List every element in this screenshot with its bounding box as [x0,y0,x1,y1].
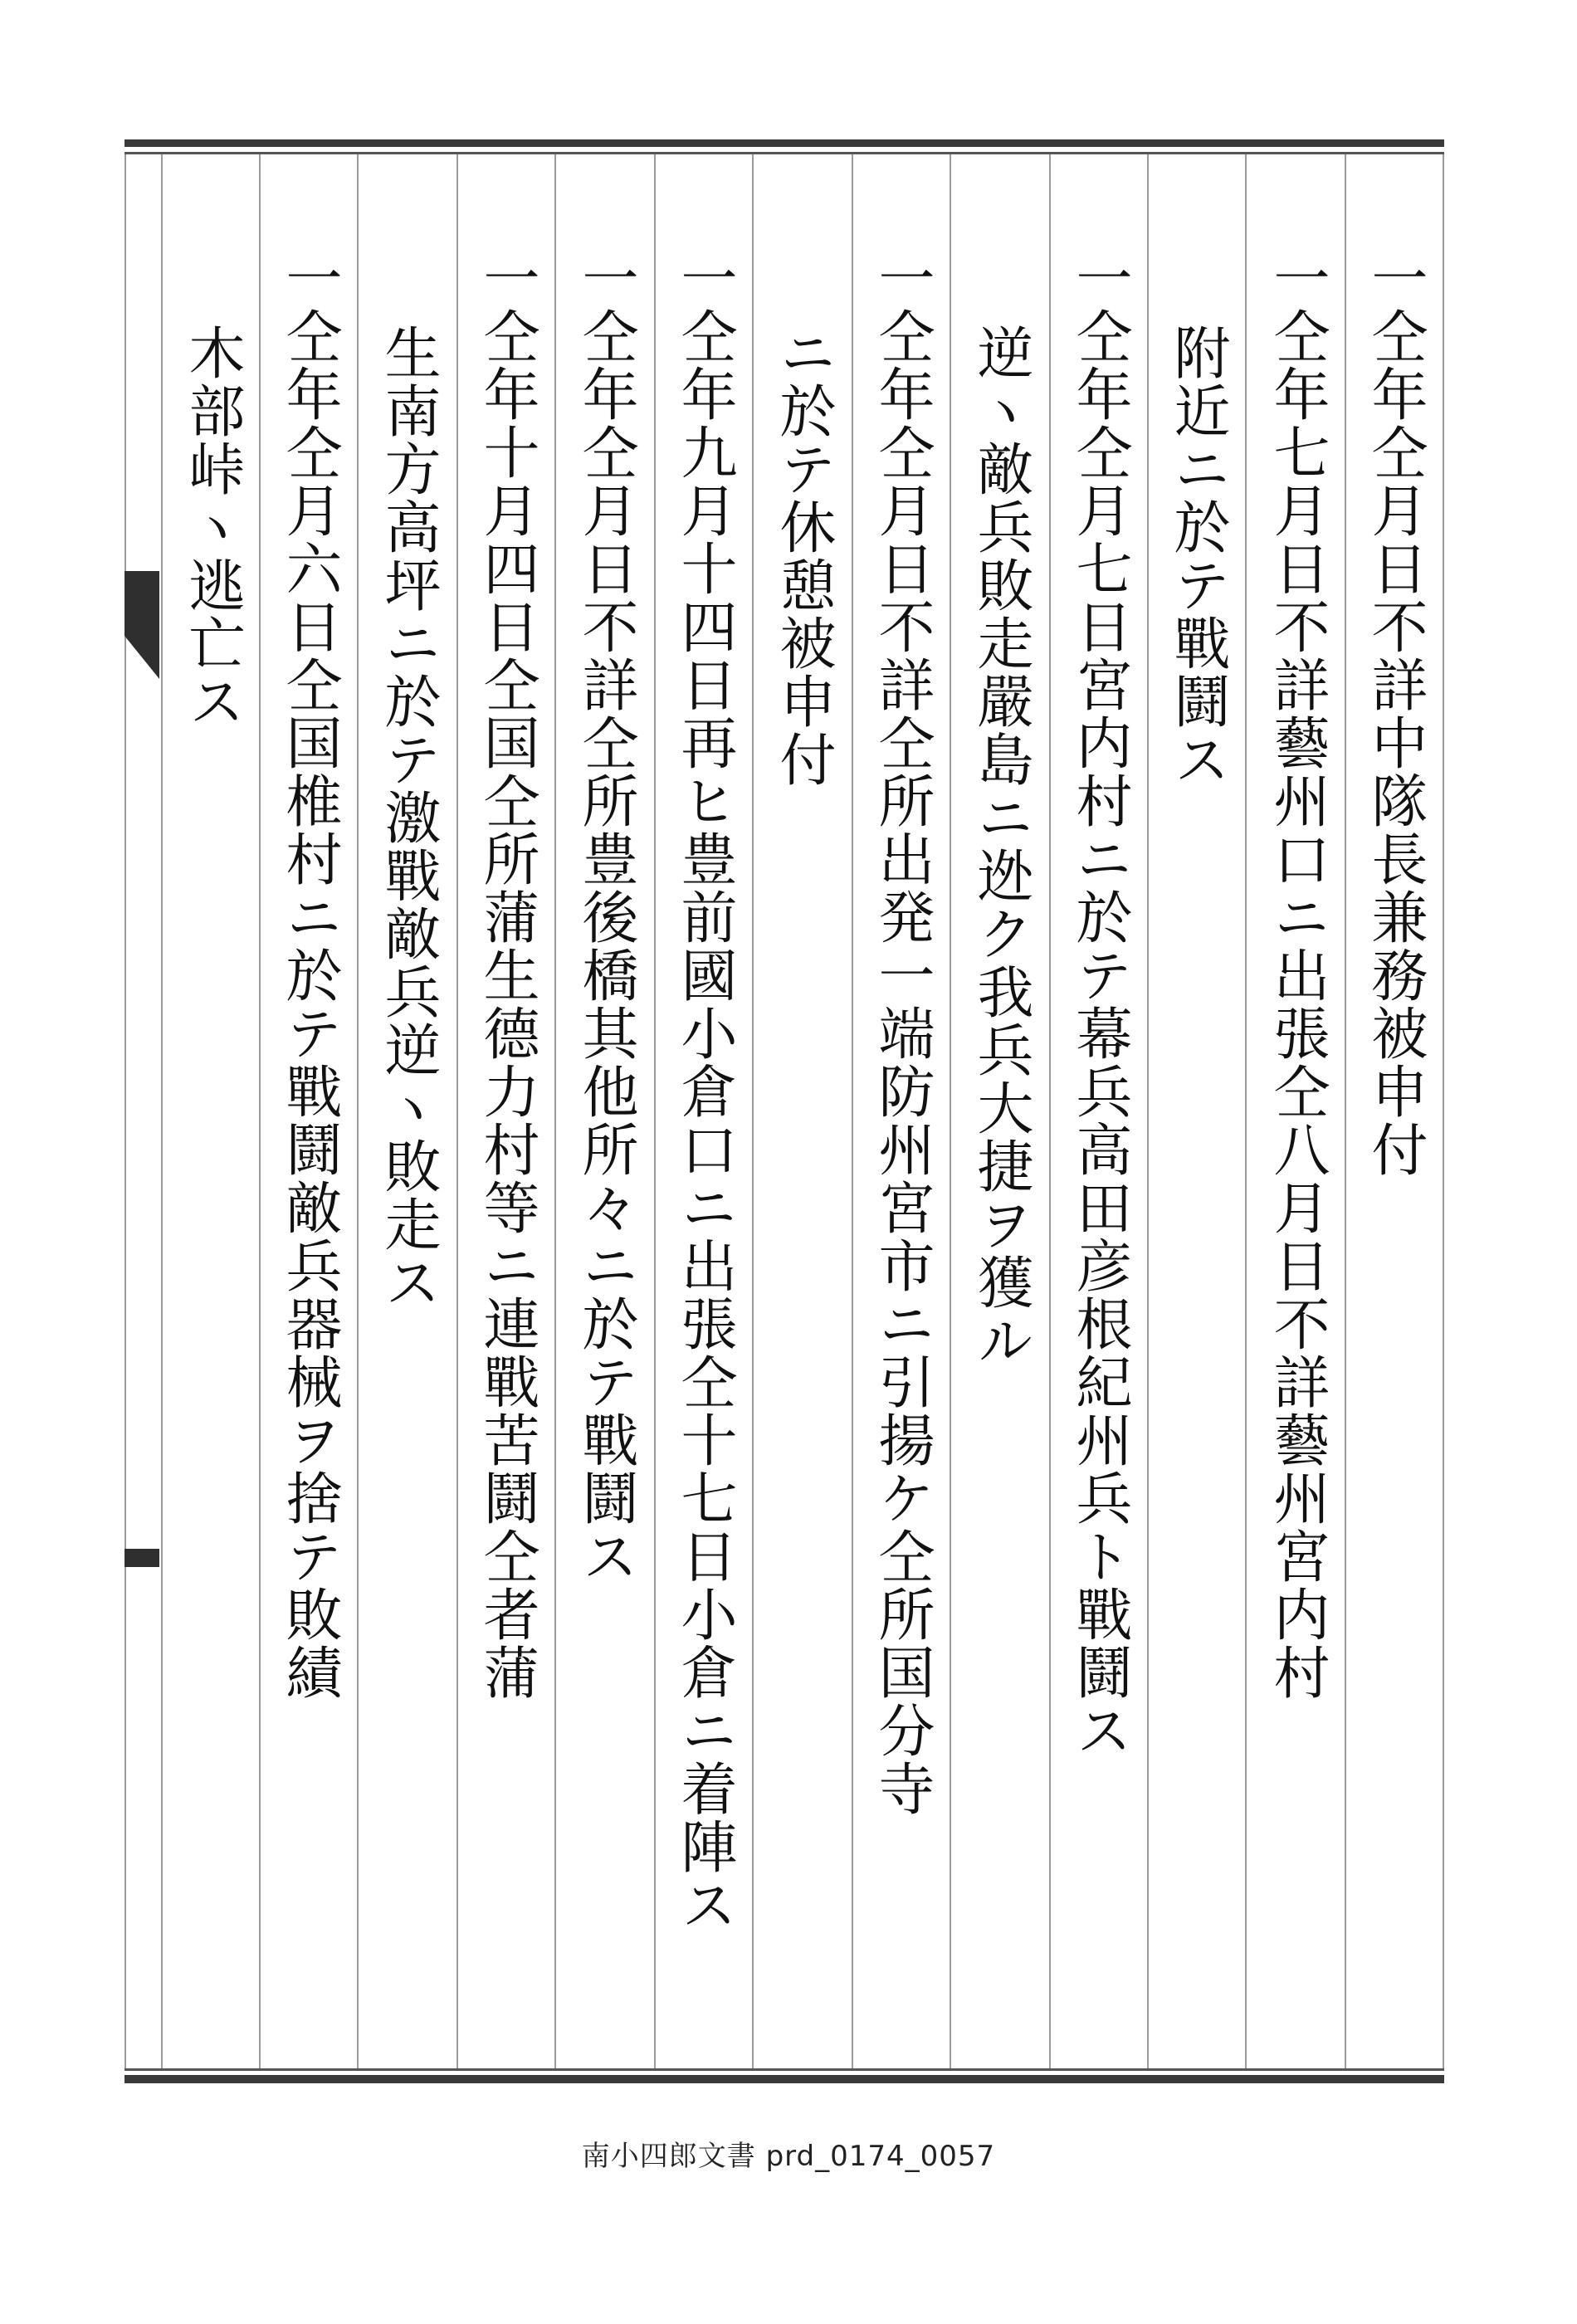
text-column-7: ニ於テ休憩被申付 [770,324,836,788]
text-column-8: 一仝年九月十四日再ヒ豊前國小倉口ニ出張仝十七日小倉ニ着陣ス [671,249,737,1934]
text-column-12: 一仝年仝月六日仝国椎村ニ於テ戰鬪敵兵器械ヲ捨テ敗績 [276,249,342,1702]
text-column-10: 一仝年十月四日仝国仝所蒲生德力村等ニ連戰苦鬪仝者蒲 [474,249,540,1702]
bottom-border-thick [124,2075,1444,2083]
text-column-5: 逆ヽ敵兵敗走嚴島ニ迯ク我兵大捷ヲ獲ル [968,324,1033,1370]
text-column-2: 一仝年七月日不詳藝州口ニ出張仝八月日不詳藝州宮内村 [1264,249,1330,1702]
text-column-3: 附近ニ於テ戰鬪ス [1164,324,1230,788]
text-column-6: 一仝年仝月日不詳仝所出発一端防州宮市ニ引揚ケ仝所国分寺 [869,249,935,1818]
binding-mark [124,1549,159,1567]
top-border-thick [124,139,1444,147]
text-column-1: 一仝年仝月日不詳中隊長兼務被申付 [1362,249,1428,1179]
text-column-13: 木部峠ヽ逃亡ス [179,324,245,730]
binding-mark [124,571,159,679]
text-column-9: 一仝年仝月日不詳仝所豊後橋其他所々ニ於テ戰鬪ス [573,249,638,1585]
text-column-11: 生南方高坪ニ於テ激戰敵兵逆ヽ敗走ス [375,324,441,1311]
text-column-4: 一仝年仝月七日宮内村ニ於テ幕兵高田彦根紀州兵ト戰鬪ス [1067,249,1132,1760]
bottom-border-thin [124,2068,1444,2071]
page-caption: 南小四郎文書 prd_0174_0057 [581,2140,996,2173]
column-rule [124,154,126,2068]
